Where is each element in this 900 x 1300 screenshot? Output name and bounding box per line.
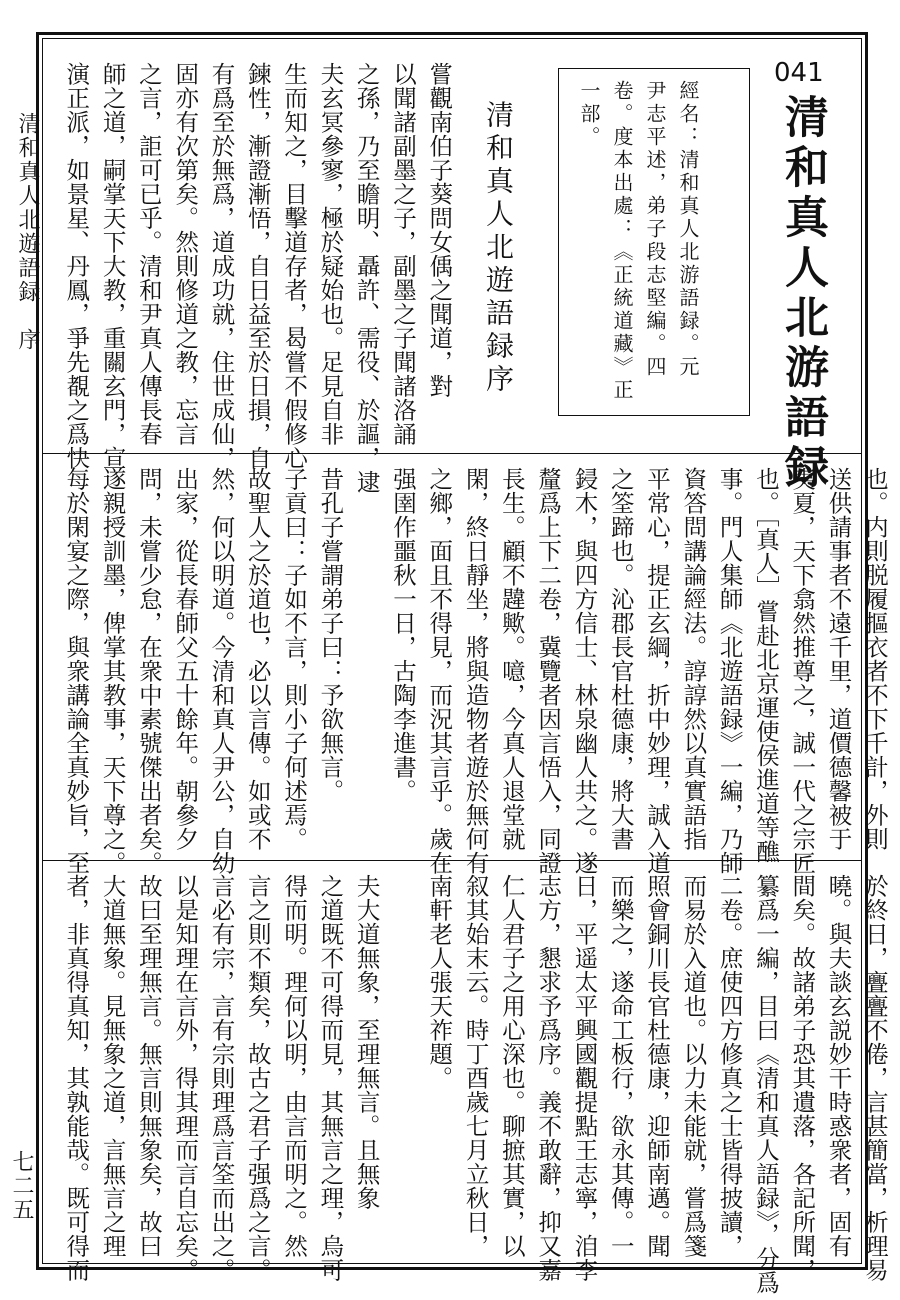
text-line: 鋟木，與四方信士、林泉幽人共之。遂 [570,467,599,875]
text-line: 得而明。理何以明，由言而明之。然 [280,874,309,1258]
text-line: 照會銅川長官杜德康，迎師南邁。聞 [643,874,672,1258]
text-line: 出家，從長春師父五十餘年。朝參夕 [171,467,200,851]
text-line: 問，未嘗少怠，在衆中素號傑出者矣。 [134,467,163,875]
entry-title: 清和真人北游語録 [777,94,828,494]
meta-line: 經名：清和真人北游語録。元 [676,80,700,379]
text-line: 而樂之，遂命工板行，欲永其傳。一 [606,874,635,1258]
text-line: 言之則不類矣，故古之君子强爲之言。 [243,874,272,1282]
text-line: 然，何以明道。今清和真人尹公，自幼 [207,467,236,875]
text-line: 子貢曰：子如不言，則小子何述焉。 [280,467,309,851]
text-line: 言必有宗，言有宗則理爲言筌而出之。 [207,874,236,1282]
text-line: 故曰至理無言。無言則無象矣，故曰 [134,874,163,1258]
text-line: 生而知之，目擊道存者，曷嘗不假修心 [280,62,309,470]
page-number: 七二五 [9,1150,34,1222]
text-line: 之鄉，面且不得見，而況其言乎。歲在 [425,467,454,875]
text-line: 以聞諸副墨之子，副墨之子聞諸洛誦 [388,62,417,446]
text-line: 以是知理在言外，得其理而言自忘矣。 [171,874,200,1282]
text-line: 每於閑宴之際，與衆講論全真妙旨，至 [62,467,91,875]
text-line: 有爲至於無爲，道成功就，住世成仙， [207,62,236,470]
text-line: 於終日，亹亹不倦，言甚簡當，析理易 [860,874,889,1282]
text-line: 嘗觀南伯子葵問女偊之聞道，對 [425,62,454,398]
text-line: 纂爲一編，目曰《清和真人語録》，分爲 [751,874,780,1295]
entry-number [774,58,824,88]
preface-middle-text [58,467,893,875]
text-line: 平常心，提正玄綱，折中妙理，誠入道 [643,467,672,875]
text-line: 閑，終日靜坐，將與造物者遊於無何有 [461,467,490,875]
text-line: 志方，懇求予爲序。義不敢辭，抑又嘉 [534,874,563,1282]
text-line: 也。［真人］嘗赴北京運使侯進道等醮 [751,467,780,864]
text-line: 叙其始末云。時丁酉歲七月立秋日， [461,874,490,1258]
text-line: 而易於入道也。以力未能就，嘗爲箋 [679,874,708,1258]
text-line: 日，平遥太平興國觀提點王志寧，洎李 [570,874,599,1282]
text-line [385,874,421,1294]
text-line: 長生。顧不韙歟。噫，今真人退堂就 [497,467,526,851]
text-line: 固亦有次第矣。然則修道之教，忘言 [171,62,200,446]
text-line: 送供請事者不遠千里，道價德馨被于 [824,467,853,851]
preface-lower-text [58,874,893,1294]
text-line: 師之道，嗣掌天下大教，重關玄門，宣 [98,62,127,470]
text-line: 事。門人集師《北遊語録》一編，乃師 [715,467,744,875]
text-line: 二卷。庶使四方修真之士皆得披讀， [715,874,744,1258]
text-line: 曉。與夫談玄説妙干時惑衆者，固有 [824,874,853,1258]
text-line: 仁人君子之用心深也。聊摭其實，以 [497,874,526,1258]
text-line: 之道既不可得而見，其無言之理，烏可 [316,874,345,1282]
running-head: 清和真人北遊語録 序 [15,112,40,352]
text-line: 之孫，乃至瞻明、聶許、需役、於謳，逮 [352,62,381,494]
text-line [348,467,384,875]
text-line: 大道無象。見無象之道，言無言之理 [98,874,127,1258]
text-line: 釐爲上下二卷，冀覽者因言悟入，同證 [534,467,563,875]
text-line: 夫玄冥參寥，極於疑始也。足見自非 [316,62,345,446]
meta-line: 一部。 [577,80,601,149]
text-line: 之筌蹄也。沁郡長官杜德康，將大書 [606,467,635,851]
text-line: 鍊性，漸證漸悟，自日益至於日損，自 [243,62,272,470]
text-line: 故聖人之於道也，必以言傳。如或不 [243,467,272,851]
entry-number-text: 041 [774,58,824,88]
preface-title: 清和真人北遊語録序 [482,100,515,397]
text-line: 之言，詎可已乎。清和尹真人傳長春 [134,62,163,446]
text-line: 夷夏，天下翕然推尊之，誠一代之宗匠 [788,467,817,875]
text-line: 也。内則脱履摳衣者不下千計，外則 [860,467,889,851]
text-line: 遂親授訓墨，俾掌其教事，天下尊之。 [98,467,127,875]
entry-meta [572,80,704,402]
text-line: 夫大道無象，至理無言。且無象 [352,874,381,1210]
meta-line: 卷。度本出處：《正統道藏》正 [610,80,634,402]
text-line: 者，非真得真知，其孰能哉。既可得而 [62,874,91,1282]
text-line: 演正派，如景星、丹鳳，爭先覩之爲快 [62,62,91,470]
text-line: 資答問講論經法。諄諄然以真實語指 [679,467,708,851]
text-line: 間矣。故諸弟子恐其遺落，各記所聞， [788,874,817,1282]
text-line: 强圉作噩秋一日，古陶李進書。 [388,467,417,803]
text-line: 南軒老人張天祚題。 [425,874,454,1090]
meta-line: 尹志平述，弟子段志堅編。四 [643,80,667,379]
text-line: 昔孔子嘗謂弟子曰：予欲無言。 [316,467,345,803]
preface-upper-text [58,62,457,494]
